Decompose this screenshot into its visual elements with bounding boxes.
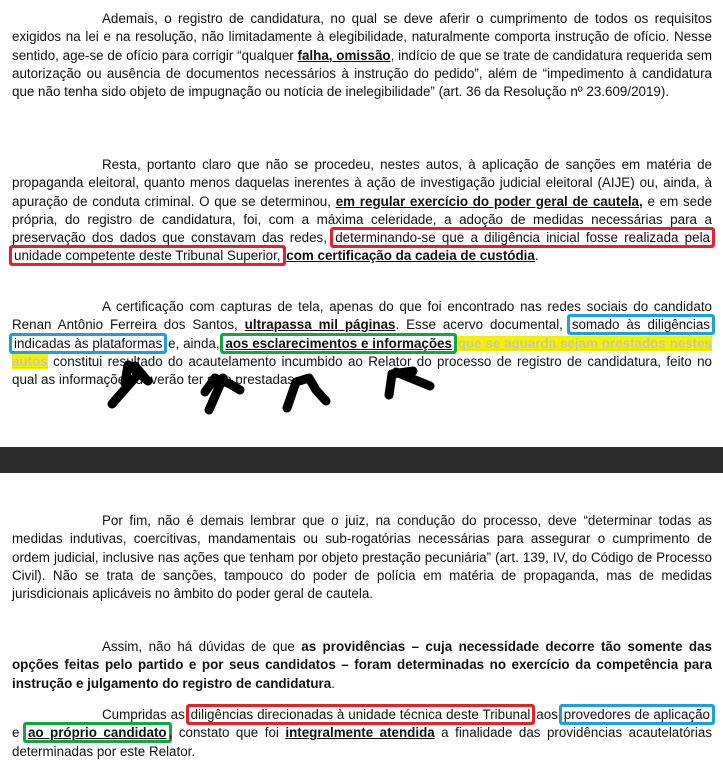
text-run: . (331, 675, 335, 691)
emphasis-cadeia-custodia: com certificação da cadeia de custódia (286, 248, 535, 264)
paragraph-assim (12, 638, 712, 693)
red-box-diligencia-inicial: determinando-se que a diligência inicial fosse realizada pela unidade competente deste Tribunal Superior, (14, 230, 710, 264)
paragraph-ademais (12, 10, 712, 101)
blue-box-provedores: provedores de aplicação (563, 707, 711, 722)
text-run: e, ainda, (164, 335, 224, 351)
emphasis-mil-paginas: ultrapassa mil páginas (244, 317, 396, 333)
emphasis-poder-geral-cautela: em regular exercício do poder geral de cautela, (335, 193, 643, 209)
text-run: aos (532, 707, 562, 722)
blue-box-plataformas: somado às diligências indicadas às plataformas (14, 317, 710, 351)
text-run: Ademais, o registro de candidatura, no qual se deve aferir o cumprimento de todos os requisitos exigidos na lei e na resolução, não limitadamente à elegibilidade, naturalmente comporta instrução de ofício. Nesse sentido, age-se de ofício para corrigir “qualquer (12, 11, 712, 63)
text-run: . Esse acervo documental, (395, 317, 570, 333)
text-run: . (534, 248, 539, 264)
red-box-unidade-tecnica: diligências direcionadas à unidade técnica deste Tribunal (190, 707, 531, 722)
paragraph-por-fim (12, 512, 712, 603)
text-run: Resta, portanto claro que não se procedeu, nestes autos, à aplicação de sanções em matéria de propaganda eleitoral, quanto menos daquelas inerentes à ação de investigação judicial eleitoral (AIJE) ou, ainda, à apuração de conduta criminal. O que se determinou, (12, 157, 712, 209)
text-run: A certificação com capturas de tela, apenas do que foi encontrado nas redes sociais do candidato Renan Antônio Ferreira dos Santos, (12, 299, 712, 333)
paragraph-resta (12, 156, 712, 266)
green-box-esclarecimentos: aos esclarecimentos e informações (225, 335, 452, 351)
paragraph-cumpridas (12, 706, 712, 761)
text-run: , indício de que se trate de candidatura requerida sem autorização ou ausência de documentos necessários à instrução do pedido”, além de “impedimento à candidatura que não tenha sido objeto de impugnação ou notícia de inelegibilidade” (art. 36 da Resolução nº 23.609/2019). (12, 47, 712, 100)
emphasis-providencias: as providências – cuja necessidade decorre tão somente das opções feitas pelo partido e por seus candidatos – foram determinadas no exercício da competência para instrução e julgamento do registro de candidatura (12, 639, 712, 691)
text-run: Cumpridas as (102, 707, 189, 722)
paragraph-certificacao (12, 298, 712, 389)
green-box-proprio-candidato: ao próprio candidato (27, 725, 167, 741)
yellow-highlight-prestados: que se aguarda sejam prestados nestes autos (12, 335, 712, 369)
text-run: , constato que foi (168, 725, 286, 741)
text-run: e (12, 725, 26, 741)
page-divider (0, 447, 723, 473)
text-run: constitui resultado do acautelamento incumbido ao Relator do processo de registro de candidatura, feito no qual as informações deverão ter sido prestadas. (12, 353, 712, 388)
emphasis-falha-omissao: falha, omissão (297, 47, 391, 63)
text-run: Por fim, não é demais lembrar que o juiz, na condução do processo, deve “determinar todas as medidas indutivas, coercitivas, mandamentais ou sub-rogatórias necessárias para assegurar o cumprimento de ordem judicial, inclusive nas ações que tenham por objeto prestação pecuniária” (art. 139, IV, do Código de Processo Civil). Não se trata de sanções, tampouco do poder de polícia em matéria de propaganda, mas de medidas jurisdicionais aplicáveis no âmbito do poder geral de cautela. (12, 513, 712, 602)
text-run: a finalidade das providências acautelatórias determinadas por este Relator. (12, 725, 712, 759)
emphasis-integralmente-atendida: integralmente atendida (285, 725, 435, 741)
text-run: Assim, não há dúvidas de que (102, 639, 302, 654)
text-run: e em sede própria, do registro de candidatura, foi, com a máxima celeridade, a adoção de medidas necessárias para a preservação dos dados que constavam das redes, (12, 193, 713, 246)
